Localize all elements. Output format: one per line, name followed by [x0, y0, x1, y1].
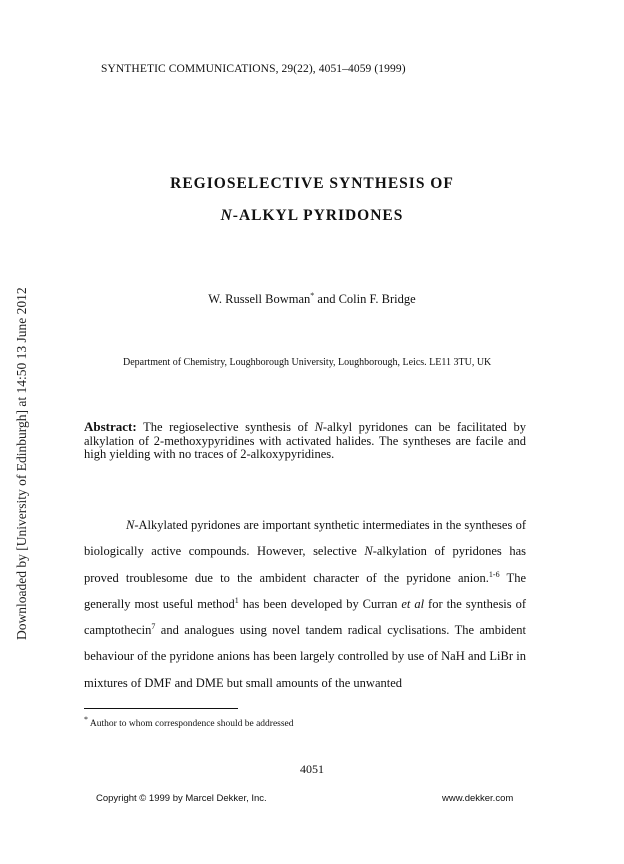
abstract-label: Abstract:: [84, 419, 137, 434]
paragraph-text: and analogues using novel tandem radical cyclisations. The ambident behaviour of the pyridone anions has been largely controlled by use of NaH and LiBr in mixtures of DMF and DME but small amounts of the unwanted: [84, 623, 526, 690]
copyright-notice: Copyright © 1999 by Marcel Dekker, Inc.: [96, 793, 267, 804]
abstract-text-a: The regioselective synthesis of: [136, 420, 315, 434]
download-notice: Downloaded by [University of Edinburgh] at 14:50 13 June 2012: [14, 287, 29, 640]
italic-n: N: [364, 544, 373, 559]
title-italic-n: N: [220, 207, 233, 224]
footnote-rule: [84, 708, 238, 709]
journal-citation: SYNTHETIC COMMUNICATIONS, 29(22), 4051–4059 (1999): [101, 63, 406, 75]
author-connector: and: [314, 292, 339, 306]
corresponding-author-mark: *: [310, 290, 315, 300]
author-2: Colin F. Bridge: [338, 292, 416, 306]
paragraph-text: -alkylation of pyridones has proved troublesome due to the ambident character of the pyridone anion.: [84, 544, 526, 585]
footnote-text: Author to whom correspondence should be addressed: [88, 719, 294, 729]
publisher-website: www.dekker.com: [442, 793, 514, 804]
affiliation: Department of Chemistry, Loughborough University, Loughborough, Leics. LE11 3TU, UK: [123, 357, 492, 368]
footnote-mark: *: [84, 714, 88, 724]
title-line-2-text: -ALKYL PYRIDONES: [232, 207, 404, 224]
reference-marker: 7: [151, 622, 156, 632]
reference-marker: 1: [234, 595, 239, 605]
paragraph-text: for the synthesis of camptothecin: [84, 596, 527, 638]
footnote: [84, 714, 294, 729]
abstract-italic-n: N: [314, 420, 323, 434]
paragraph-text: The generally most useful method: [84, 570, 526, 611]
paragraph-text: has been developed by Curran: [238, 596, 402, 611]
et-al: et al: [401, 596, 425, 611]
abstract: [84, 420, 526, 462]
title-line-1: REGIOSELECTIVE SYNTHESIS OF: [170, 175, 454, 192]
abstract-text-b: -alkyl pyridones can be facilitated by alkylation of 2-methoxypyridines with activated halides. The syntheses are facile and high yielding with no traces of 2-alkoxypyridines.: [84, 420, 526, 461]
reference-marker: 1-6: [488, 569, 500, 579]
author-1: W. Russell Bowman: [208, 292, 311, 306]
page-number: 4051: [300, 762, 324, 776]
author-list: [0, 292, 624, 307]
paragraph-1: [84, 512, 526, 696]
title-line-2: [0, 207, 624, 225]
body-text: [84, 512, 526, 696]
italic-n: N: [126, 518, 135, 532]
paragraph-text: -Alkylated pyridones are important synthetic intermediates in the syntheses of biologically active compounds. However, selective: [84, 518, 526, 559]
